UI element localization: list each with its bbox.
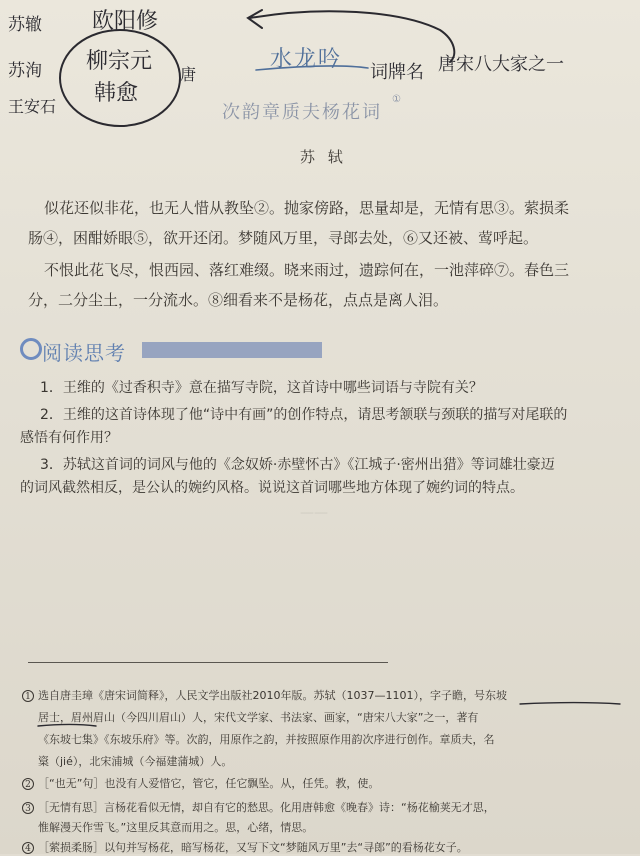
handwritten-eight-masters: 唐宋八大家之一 bbox=[438, 54, 564, 75]
handwritten-cipaiming: 词牌名 bbox=[370, 62, 424, 83]
question-3-continued: 的词风截然相反，是公认的婉约风格。说说这首词哪些地方体现了婉约词的特点。 bbox=[20, 480, 524, 496]
poem-line: 似花还似非花，也无人惜从教坠②。抛家傍路，思量却是，无情有思③。萦损柔 bbox=[44, 199, 570, 217]
poem-line: 不恨此花飞尽，恨西园、落红难缀。晓来雨过，遗踪何在，一池萍碎⑦。春色三 bbox=[44, 261, 570, 279]
footnote-number: 3 bbox=[22, 802, 34, 814]
underline-stroke bbox=[38, 725, 96, 727]
footnote-line: 居士，眉州眉山（今四川眉山）人，宋代文学家、书法家、画家，“唐宋八大家”之一，著有 bbox=[38, 711, 479, 724]
poem-line: 肠④，困酣娇眼⑤，欲开还闭。梦随风万里，寻郎去处，⑥又还被、莺呼起。 bbox=[28, 229, 539, 247]
handwritten-wanganshi: 王安石 bbox=[8, 97, 57, 116]
footnote-line: ［无情有思］言杨花看似无情，却自有它的愁思。化用唐韩愈《晚春》诗：“杨花榆荚无才思， bbox=[38, 801, 495, 814]
question-1: 1．王维的《过香积寺》意在描写寺院，这首诗中哪些词语与寺院有关？ bbox=[40, 380, 483, 396]
footnote-line: 《东坡七集》《东坡乐府》等。次韵，用原作之韵，并按照原作用韵次序进行创作。章质夫，名 bbox=[38, 733, 495, 746]
handwritten-tang: 唐 bbox=[180, 65, 197, 84]
footnote-marker: ① bbox=[392, 94, 401, 105]
handwritten-liuzongyuan: 柳宗元 bbox=[86, 49, 153, 74]
handwritten-hanyu: 韩愈 bbox=[94, 81, 139, 106]
footnote-line: ［萦损柔肠］以句并写杨花，暗写杨花，又写下文“梦随风万里”去“寻郎”的看杨花女子。 bbox=[38, 841, 468, 854]
footnote-number: 1 bbox=[22, 690, 34, 702]
footnote-line: 选自唐圭璋《唐宋词简释》，人民文学出版社2010年版。苏轼（1037—1101），字子瞻，号东坡 bbox=[38, 689, 507, 702]
footnote-line: 惟解漫天作雪飞。”这里反其意而用之。思，心绪，情思。 bbox=[38, 821, 314, 834]
underline-stroke bbox=[520, 703, 620, 705]
poem-author: 苏 轼 bbox=[300, 148, 347, 166]
footnote-line: ［“也无”句］也没有人爱惜它，管它，任它飘坠。从，任凭。教，使。 bbox=[38, 777, 380, 790]
question-2: 2．王维的这首诗体现了他“诗中有画”的创作特点，请思考颔联与颈联的描写对尾联的 bbox=[40, 407, 568, 423]
poem-line: 分，二分尘土，一分流水。⑧细看来不是杨花，点点是离人泪。 bbox=[28, 291, 449, 309]
arrow-head bbox=[248, 10, 262, 28]
footnote-number: 4 bbox=[22, 842, 34, 854]
footnote-number: 2 bbox=[22, 778, 34, 790]
section-icon bbox=[20, 338, 42, 360]
bleed-through-text: —— bbox=[300, 505, 328, 521]
footnote-line: 楶（jié），北宋浦城（今福建蒲城）人。 bbox=[38, 755, 233, 768]
footnote-underline-strokes bbox=[0, 680, 640, 740]
section-title: 阅读思考 bbox=[42, 341, 126, 365]
footnote-rule bbox=[28, 662, 388, 663]
handwritten-sushe: 苏辙 bbox=[8, 15, 42, 35]
handwritten-suxun: 苏洵 bbox=[8, 61, 42, 81]
poem-subtitle: 次韵章质夫杨花词 bbox=[222, 102, 382, 123]
poem-title: 水龙吟 bbox=[270, 47, 343, 72]
question-2-continued: 感悟有何作用？ bbox=[20, 430, 118, 446]
section-title-bar bbox=[142, 342, 322, 358]
question-3: 3．苏轼这首词的词风与他的《念奴娇·赤壁怀古》《江城子·密州出猎》等词雄壮豪迈 bbox=[40, 457, 555, 473]
handwritten-ouyangxiu: 欧阳修 bbox=[92, 9, 159, 34]
